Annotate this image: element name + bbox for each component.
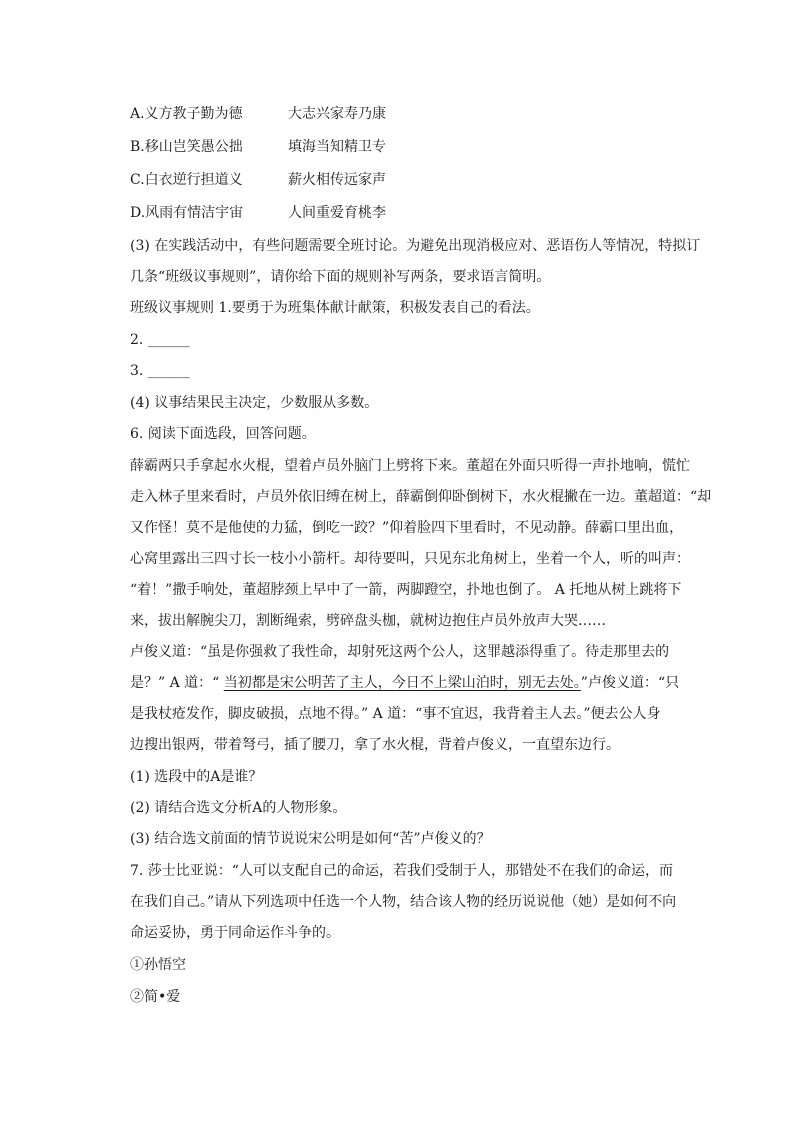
option-b-right: 填海当知精卫专 [288, 139, 386, 155]
option-d [130, 203, 690, 223]
rule-3-blank: 3. ______ [130, 363, 190, 379]
rule-4: (4) 议事结果民主决定，少数服从多数。 [130, 395, 379, 411]
passage-line-underlined [130, 673, 690, 693]
passage-line: 走入林子里来看时，卢员外依旧缚在树上，薛霸倒仰卧倒树下，水火棍撇在一边。董超道：“却 [130, 489, 712, 505]
option-d-right: 人间重爱育桃李 [288, 205, 386, 221]
passage-line: 来，拔出解腕尖刀，割断绳索，劈碎盘头枷，就树边抱住卢员外放声大哭…… [130, 613, 606, 629]
option-b-left: B.移山岂笑愚公拙 [130, 139, 243, 155]
rule-2-blank: 2. ______ [130, 332, 190, 348]
q6-question-3: (3) 结合选文前面的情节说说宋公明是如何“苦”卢俊义的？ [130, 831, 491, 847]
q7-choice-1: ①孙悟空 [130, 957, 186, 973]
q6-title: 6. 阅读下面选段，回答问题。 [130, 426, 316, 442]
q7-choice-2: ②简•爱 [130, 989, 181, 1005]
q7-line: 命运妥协，勇于同命运作斗争的。 [130, 925, 340, 941]
passage-line: “着！”撒手响处，董超脖颈上早中了一箭，两脚蹬空，扑地也倒了。 A 托地从树上跳将下 [130, 582, 682, 598]
q7-line: 在我们自己。”请从下列选项中任选一个人物，结合该人物的经历说说他（她）是如何不向 [130, 894, 677, 910]
option-c-right: 薪火相传远家声 [288, 172, 386, 188]
q6-question-2: (2) 请结合选文分析A的人物形象。 [130, 800, 347, 816]
rules-intro: 班级议事规则 1.要勇于为班集体献计献策，积极发表自己的看法。 [130, 300, 540, 316]
option-d-left: D.风雨有情洁宇宙 [130, 205, 244, 221]
passage-line: 边搜出银两，带着弩弓，插了腰刀，拿了水火棍，背着卢俊义，一直望东边行。 [130, 737, 620, 753]
passage-line: 薛霸两只手拿起水火棍，望着卢员外脑门上劈将下来。董超在外面只听得一声扑地响，慌忙 [130, 458, 690, 474]
option-a-right: 大志兴家寿乃康 [288, 106, 386, 122]
q6-question-1: (1) 选段中的A是谁？ [130, 769, 263, 785]
option-c-left: C.白衣逆行担道义 [130, 172, 243, 188]
underlined-sentence: 当初都是宋公明苦了主人，今日不上梁山泊时，别无去处。 [223, 675, 581, 691]
passage-line: 卢俊义道：“虽是你强救了我性命，却射死这两个公人，这罪越添得重了。待走那里去的 [130, 644, 670, 660]
option-a-left: A.义方教子勤为德 [130, 106, 243, 122]
option-a [130, 104, 690, 124]
option-c [130, 170, 690, 190]
passage-line: 是我杖疮发作，脚皮破损，点地不得。” A 道：“事不宜迟，我背着主人去。”便去公人身 [130, 706, 661, 722]
passage-segment: ”卢俊义道：“只 [580, 675, 680, 691]
option-b [130, 137, 690, 157]
q7-line: 7. 莎士比亚说：“人可以支配自己的命运，若我们受制于人，那错处不在我们的命运，而 [130, 863, 673, 879]
q5-3-line2: 几条“班级议事规则”，请你给下面的规则补写两条，要求语言简明。 [130, 269, 551, 285]
passage-segment: 是？” A 道：“ [130, 675, 224, 691]
passage-line: 心窝里露出三四寸长一枝小小箭杆。却待要叫，只见东北角树上，坐着一个人，听的叫声： [130, 551, 690, 567]
q5-3-line1: (3) 在实践活动中，有些问题需要全班讨论。为避免出现消极应对、恶语伤人等情况，特拟订 [130, 238, 701, 254]
passage-line: 又作怪！莫不是他使的力猛，倒吃一跤？”仰着脸四下里看时，不见动静。薛霸口里出血， [130, 520, 684, 536]
